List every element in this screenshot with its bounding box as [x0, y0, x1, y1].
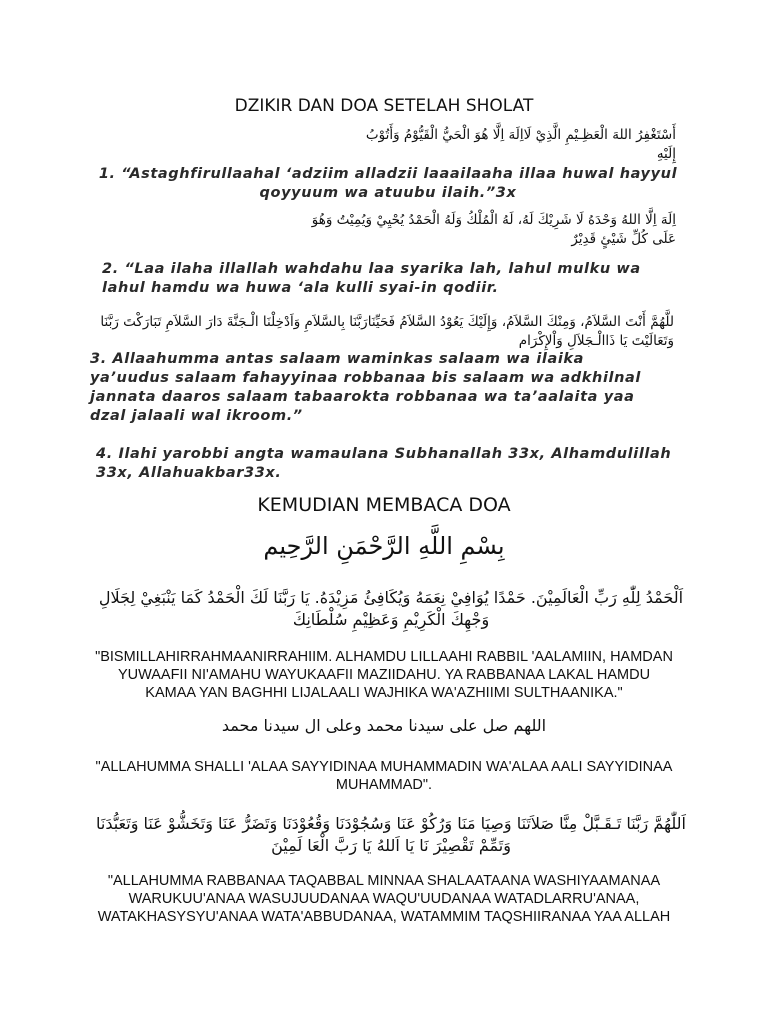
arabic-text-taqabbal: اَللّٰهُمَّ رَبَّنَا تَـقَـبَّلْ مِنَّا صَلاَتَنَا وَصِيَا مَنَا وَرُكُوْ عَنَا وَسُجُوْدَنَا وَقُعُوْدَنَا وَتَضَرُّ عَنَا وَتَخَشُّوْ عَنَا وَتَعَبُّدَنَا وَتَمِّمْ تَقْصِيْرَ نَا يَا اَللهُ يَا رَبَّ الْعَا لَمِيْنَ	[96, 814, 686, 855]
arabic-text-istighfar: أَسْتَغْفِرُ اللهَ الْعَظِـيْمِ الَّذِيْ لَااِلَهَ اِلَّا هُوَ الْحَيُّ الْقَيُّوْمُ وَأَتُوْبُ إِلَيْهِ	[365, 127, 676, 162]
transliteration-taqabbal: "ALLAHUMMA RABBANAA TAQABBAL MINNAA SHALAATAANA WASHIYAAMANAA WARUKUU'ANAA WASUJUUDANAA WAQU'UUDANAA WATADLARRU'ANAA, WATAKHASYSYU'ANAA WATA'ABBUDANAA, WATAMMIM TAQSHIIRANAA YAA ALLAH	[97, 873, 671, 925]
arabic-text-assalam: للَّهُمَّ أَنْتَ السَّلاَمُ، وَمِنْكَ السَّلاَمُ، وَإِلَيْكَ يَعُوْدُ السَّلاَمُ فَحَيِّنَارَبَّنَا بِالسَّلاَمِ وَاَدْخِلْنَا الْـجَنَّةَ دَارَ السَّلاَمِ تَبَارَكْتَ رَبَّنَا وَتَعَالَيْتَ يَا ذَاالْـجَلاَلِ وَاْلإِكْرَام	[100, 314, 674, 349]
arabic-text-hamdalah: اَلْحَمْدُ لِلّٰهِ رَبِّ الْعَالَمِيْنَ. حَمْدًا يُوَافِيْ نِعَمَهُ وَيُكَافِئُ مَزِيْدَهُ. يَا رَبَّنَا لَكَ الْحَمْدُ كَمَا يَنْبَغِيْ لِجَلَالِ وَجْهِكَ الْكَرِيْمِ وَعَظِيْمِ سُلْطَانِكَ	[98, 588, 684, 629]
arabic-text-shalawat: اللهم صل على سيدنا محمد وعلى ال سيدنا محمد	[221, 716, 547, 735]
basmalah-text: بِسْمِ اللَّهِ الرَّحْمَنِ الرَّحِيم	[263, 532, 505, 560]
page-title: DZIKIR DAN DOA SETELAH SHOLAT	[234, 96, 534, 116]
transliteration-shalawat: "ALLAHUMMA SHALLI 'ALAA SAYYIDINAA MUHAMMADIN WA'ALAA AALI SAYYIDINAA MUHAMMAD".	[95, 759, 673, 793]
latin-text-istighfar: 1. “Astaghfirullaahal ‘adziim alladzii laaailaaha illaa huwal hayyul qoyyuum wa atuubu ilaih.”3x	[98, 166, 678, 201]
latin-text-tahlil: 2. “Laa ilaha illallah wahdahu laa syarika lah, lahul mulku wa lahul hamdu wa huwa ‘ala kulli syai-in qodiir.	[102, 261, 641, 296]
section-heading: KEMUDIAN MEMBACA DOA	[257, 494, 511, 516]
arabic-text-tahlil: اِلَهَ اِلَّا اللهُ وَحْدَهُ لَا شَرِيْكَ لَهُ، لَهُ الْمُلْكُ وَلَهُ الْحَمْدُ يُحْيِيْ وَيُمِيْتُ وَهُوَ عَلَى كُلِّ شَيْئٍ قَدِيْرٌ	[311, 212, 676, 247]
transliteration-hamdalah: "BISMILLAHIRRAHMAANIRRAHIIM. ALHAMDU LILLAAHI RABBIL 'AALAMIIN, HAMDAN YUWAAFII NI'AMAHU WAYUKAAFII MAZIIDAHU. YA RABBANAA LAKAL HAMDU KAMAA YAN BAGHHI LIJALAALI WAJHIKA WA'AZHIIMI SULTHAANIKA."	[95, 649, 673, 701]
latin-text-assalam: 3. Allaahumma antas salaam waminkas salaam wa ilaika ya’uudus salaam fahayyinaa robbanaa bis salaam wa adkhilnal jannata daaros salaam tabaarokta robbanaa wa ta’aalaita yaa dzal jalaali wal ikroom.”	[90, 351, 641, 424]
latin-text-tasbih: 4. Ilahi yarobbi angta wamaulana Subhanallah 33x, Alhamdulillah 33x, Allahuakbar33x.	[96, 446, 672, 481]
